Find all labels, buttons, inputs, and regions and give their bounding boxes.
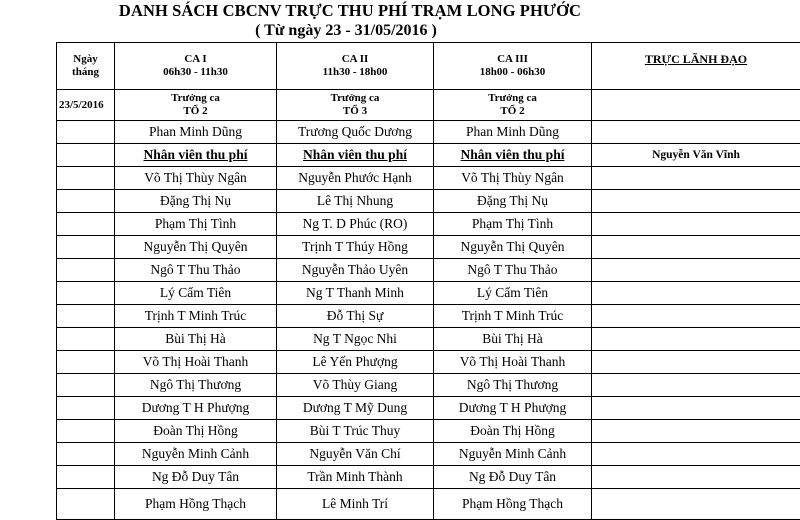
date-header-line2: tháng <box>72 66 99 78</box>
leader-empty-cell <box>592 167 800 190</box>
shift-1-name: CA I <box>184 53 206 65</box>
staff-rows <box>57 167 800 520</box>
date-empty-cell <box>57 420 115 443</box>
leader-empty-cell <box>592 420 800 443</box>
shift-1-staff-name: Nguyễn Minh Cảnh <box>115 443 277 466</box>
leader-empty-cell <box>592 259 800 282</box>
shift-3-name: CA III <box>497 53 528 65</box>
shift-2-staff-label: Nhân viên thu phí <box>277 144 434 167</box>
team-role: Trưởng ca <box>488 92 537 104</box>
date-empty-cell <box>57 489 115 520</box>
shift-3-staff-name: Võ Thị Hoài Thanh <box>434 351 592 374</box>
shift-2-staff-name: Trịnh T Thúy Hồng <box>277 236 434 259</box>
team-role: Trưởng ca <box>331 92 380 104</box>
staff-row <box>57 167 800 190</box>
date-empty-cell <box>57 328 115 351</box>
date-empty-cell <box>57 305 115 328</box>
shift-3-staff-name: Ngô T Thu Thảo <box>434 259 592 282</box>
date-column-header <box>57 43 115 90</box>
shift-3-header <box>434 43 592 90</box>
leader-empty-cell <box>592 190 800 213</box>
shift-3-team <box>434 90 592 121</box>
leader-empty-cell <box>592 489 800 520</box>
shift-3-lead: Phan Minh Dũng <box>434 121 592 144</box>
shift-3-staff-name: Phạm Thị Tình <box>434 213 592 236</box>
leader-empty-cell <box>592 305 800 328</box>
shift-2-staff-name: Nguyễn Văn Chí <box>277 443 434 466</box>
leader-empty-cell <box>592 328 800 351</box>
shift-2-staff-name: Lê Yến Phượng <box>277 351 434 374</box>
shift-3-staff-name: Bùi Thị Hà <box>434 328 592 351</box>
staff-row <box>57 236 800 259</box>
shift-2-staff-name: Ng T. D Phúc (RO) <box>277 213 434 236</box>
staff-row <box>57 397 800 420</box>
shift-3-staff-name: Đoàn Thị Hồng <box>434 420 592 443</box>
shift-3-staff-name: Phạm Hồng Thạch <box>434 489 592 520</box>
shift-3-staff-name: Dương T H Phượng <box>434 397 592 420</box>
shift-2-staff-name: Lê Minh Trí <box>277 489 434 520</box>
date-empty-cell <box>57 190 115 213</box>
staff-row <box>57 443 800 466</box>
shift-1-lead: Phan Minh Dũng <box>115 121 277 144</box>
staff-row <box>57 282 800 305</box>
staff-row <box>57 328 800 351</box>
shift-3-staff-name: Nguyễn Minh Cảnh <box>434 443 592 466</box>
shift-3-staff-label: Nhân viên thu phí <box>434 144 592 167</box>
shift-1-staff-name: Ng Đỗ Duy Tân <box>115 466 277 489</box>
team-role: Trưởng ca <box>171 92 220 104</box>
leader-empty-cell <box>592 443 800 466</box>
date-empty-cell <box>57 213 115 236</box>
shift-2-staff-name: Đỗ Thị Sự <box>277 305 434 328</box>
date-empty-cell <box>57 351 115 374</box>
date-empty-cell <box>57 167 115 190</box>
leader-on-duty: Nguyễn Văn Vĩnh <box>592 144 800 167</box>
staff-row <box>57 374 800 397</box>
shift-3-staff-name: Ngô Thị Thương <box>434 374 592 397</box>
shift-1-staff-name: Phạm Thị Tình <box>115 213 277 236</box>
shift-3-staff-name: Trịnh T Minh Trúc <box>434 305 592 328</box>
header-row <box>57 43 800 90</box>
shift-3-time: 18h00 - 06h30 <box>480 66 545 78</box>
date-cell: 23/5/2016 <box>57 90 115 121</box>
date-empty-cell <box>57 259 115 282</box>
shift-3-staff-name: Lý Cẩm Tiên <box>434 282 592 305</box>
shift-2-staff-name: Nguyễn Phước Hạnh <box>277 167 434 190</box>
staff-row <box>57 489 800 520</box>
shift-1-staff-name: Võ Thị Hoài Thanh <box>115 351 277 374</box>
shift-3-staff-name: Võ Thị Thùy Ngân <box>434 167 592 190</box>
shift-1-team <box>115 90 277 121</box>
date-empty-cell <box>57 374 115 397</box>
shift-1-staff-name: Ngô T Thu Thảo <box>115 259 277 282</box>
shift-2-name: CA II <box>342 53 369 65</box>
staff-row <box>57 305 800 328</box>
staff-row <box>57 420 800 443</box>
staff-row <box>57 351 800 374</box>
staff-label-row <box>57 144 800 167</box>
leader-empty-cell <box>592 236 800 259</box>
shift-1-staff-name: Nguyễn Thị Quyên <box>115 236 277 259</box>
leader-empty-cell <box>592 466 800 489</box>
date-empty-cell <box>57 121 115 144</box>
shift-2-time: 11h30 - 18h00 <box>323 66 388 78</box>
shift-lead-row <box>57 121 800 144</box>
leader-empty-cell <box>592 121 800 144</box>
shift-2-team <box>277 90 434 121</box>
shift-1-staff-label: Nhân viên thu phí <box>115 144 277 167</box>
shift-2-staff-name: Dương T Mỹ Dung <box>277 397 434 420</box>
team-group: TỔ 2 <box>500 105 524 117</box>
staff-row <box>57 259 800 282</box>
shift-2-staff-name: Trần Minh Thành <box>277 466 434 489</box>
team-row <box>57 90 800 121</box>
date-header-line1: Ngày <box>73 53 97 65</box>
shift-1-staff-name: Ngô Thị Thương <box>115 374 277 397</box>
shift-2-lead: Trương Quốc Dương <box>277 121 434 144</box>
duty-roster-table <box>56 42 800 520</box>
staff-row <box>57 213 800 236</box>
date-empty-cell <box>57 466 115 489</box>
shift-3-staff-name: Ng Đỗ Duy Tân <box>434 466 592 489</box>
shift-2-staff-name: Võ Thùy Giang <box>277 374 434 397</box>
leader-empty-cell <box>592 351 800 374</box>
shift-2-header <box>277 43 434 90</box>
shift-1-staff-name: Phạm Hồng Thạch <box>115 489 277 520</box>
shift-1-staff-name: Lý Cẩm Tiên <box>115 282 277 305</box>
shift-1-staff-name: Võ Thị Thùy Ngân <box>115 167 277 190</box>
shift-2-staff-name: Lê Thị Nhung <box>277 190 434 213</box>
date-empty-cell <box>57 144 115 167</box>
shift-2-staff-name: Nguyễn Thảo Uyên <box>277 259 434 282</box>
shift-1-staff-name: Dương T H Phượng <box>115 397 277 420</box>
team-group: TỔ 2 <box>183 105 207 117</box>
shift-2-staff-name: Bùi T Trúc Thuy <box>277 420 434 443</box>
document-title: DANH SÁCH CBCNV TRỰC THU PHÍ TRẠM LONG PHƯỚC <box>0 1 700 21</box>
leader-column-header: TRỰC LÃNH ĐẠO <box>592 43 800 90</box>
leader-empty-cell <box>592 397 800 420</box>
shift-1-staff-name: Đặng Thị Nụ <box>115 190 277 213</box>
shift-2-staff-name: Ng T Ngọc Nhi <box>277 328 434 351</box>
shift-3-staff-name: Nguyễn Thị Quyên <box>434 236 592 259</box>
shift-1-staff-name: Trịnh T Minh Trúc <box>115 305 277 328</box>
leader-empty-cell <box>592 374 800 397</box>
leader-empty-cell <box>592 90 800 121</box>
leader-empty-cell <box>592 282 800 305</box>
date-range-subtitle: ( Từ ngày 23 - 31/05/2016 ) <box>0 21 692 41</box>
shift-3-staff-name: Đặng Thị Nụ <box>434 190 592 213</box>
shift-1-staff-name: Đoàn Thị Hồng <box>115 420 277 443</box>
shift-1-staff-name: Bùi Thị Hà <box>115 328 277 351</box>
leader-empty-cell <box>592 213 800 236</box>
date-empty-cell <box>57 236 115 259</box>
shift-1-header <box>115 43 277 90</box>
shift-1-time: 06h30 - 11h30 <box>163 66 228 78</box>
staff-row <box>57 190 800 213</box>
staff-row <box>57 466 800 489</box>
date-empty-cell <box>57 443 115 466</box>
date-empty-cell <box>57 397 115 420</box>
date-empty-cell <box>57 282 115 305</box>
shift-2-staff-name: Ng T Thanh Minh <box>277 282 434 305</box>
team-group: TỔ 3 <box>343 105 367 117</box>
